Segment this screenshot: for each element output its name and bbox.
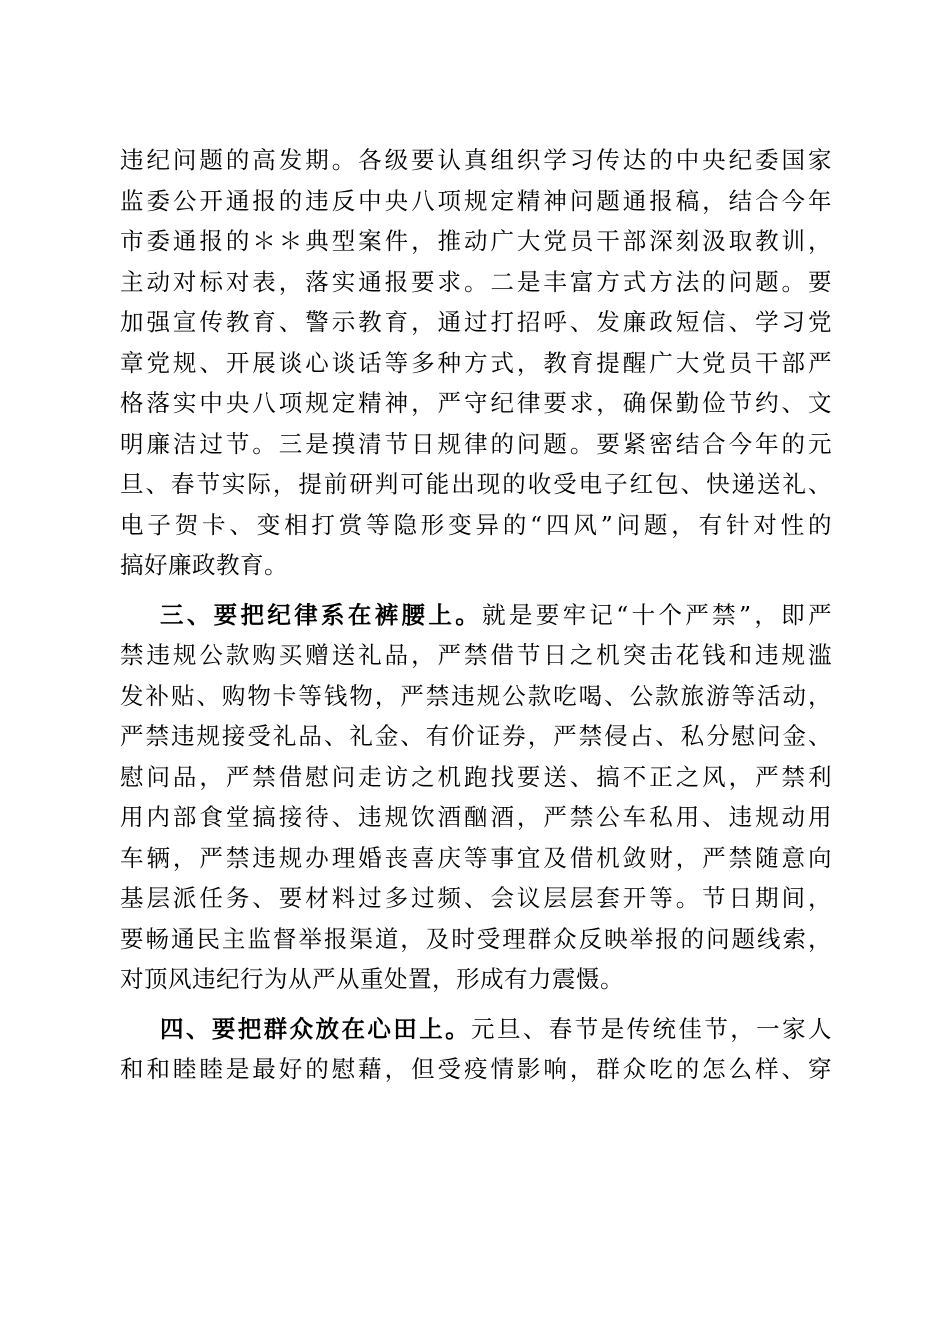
paragraph-2-line-1 <box>120 595 832 636</box>
paragraph-2-line-5: 慰问品，严禁借慰问走访之机跑找要送、搞不正之风，严禁利 <box>120 762 832 791</box>
paragraph-1-line-4: 主动对标对表，落实通报要求。二是丰富方式方法的问题。要 <box>120 267 832 296</box>
paragraph-1-line-2: 监委公开通报的违反中央八项规定精神问题通报稿，结合今年 <box>120 186 832 215</box>
paragraph-1-line-6: 章党规、开展谈心谈话等多种方式，教育提醒广大党员干部严 <box>120 348 832 377</box>
paragraph-1-line-5: 加强宣传教育、警示教育，通过打招呼、发廉政短信、学习党 <box>120 308 832 336</box>
paragraph-1-line-11: 搞好廉政教育。 <box>120 551 288 579</box>
paragraph-2-first-line-text: 就是要牢记“十个严禁”，即严 <box>482 600 833 629</box>
paragraph-spacer <box>120 1000 832 1009</box>
paragraph-1-line-8: 明廉洁过节。三是摸清节日规律的问题。要紧密结合今年的元 <box>120 429 832 458</box>
paragraph-2-line-6: 用内部食堂搞接待、违规饮酒酗酒，严禁公车私用、违规动用 <box>120 803 832 831</box>
paragraph-1-line-1: 违纪问题的高发期。各级要认真组织学习传达的中央纪委国家 <box>120 146 832 174</box>
paragraph-1-line-3: 市委通报的＊＊典型案件，推动广大党员干部深刻汲取教训， <box>120 227 832 255</box>
paragraph-2-line-8: 基层派任务、要材料过多过频、会议层层套开等。节日期间， <box>120 884 832 912</box>
paragraph-3-heading: 四、要把群众放在心田上。 <box>160 1014 472 1043</box>
paragraph-2-line-7: 车辆，严禁违规办理婚丧喜庆等事宜及借机敛财，严禁随意向 <box>120 843 832 872</box>
paragraph-spacer <box>120 586 832 595</box>
paragraph-2-line-10: 对顶风违纪行为从严从重处置，形成有力震慑。 <box>120 965 624 993</box>
document-body <box>120 140 832 1090</box>
paragraph-1-line-7: 格落实中央八项规定精神，严守纪律要求，确保勤俭节约、文 <box>120 389 832 417</box>
paragraph-2-line-2: 禁违规公款购买赠送礼品，严禁借节日之机突击花钱和违规滥 <box>120 641 832 669</box>
paragraph-3-first-line-text: 元旦、春节是传统佳节，一家人 <box>471 1014 833 1043</box>
paragraph-1-line-10: 电子贺卡、变相打赏等隐形变异的“四风”问题，有针对性的 <box>120 510 832 539</box>
paragraph-1-line-9: 旦、春节实际，提前研判可能出现的收受电子红包、快递送礼、 <box>120 470 832 498</box>
paragraph-2-line-9: 要畅通民主监督举报渠道，及时受理群众反映举报的问题线索， <box>120 924 832 953</box>
paragraph-2-line-4: 严禁违规接受礼品、礼金、有价证券，严禁侵占、私分慰问金、 <box>120 722 832 750</box>
paragraph-3-line-1 <box>120 1009 832 1050</box>
paragraph-3-line-2: 和和睦睦是最好的慰藉，但受疫情影响，群众吃的怎么样、穿 <box>120 1055 832 1083</box>
paragraph-2-heading: 三、要把纪律系在裤腰上。 <box>160 600 483 629</box>
paragraph-2-line-3: 发补贴、购物卡等钱物，严禁违规公款吃喝、公款旅游等活动， <box>120 681 832 710</box>
